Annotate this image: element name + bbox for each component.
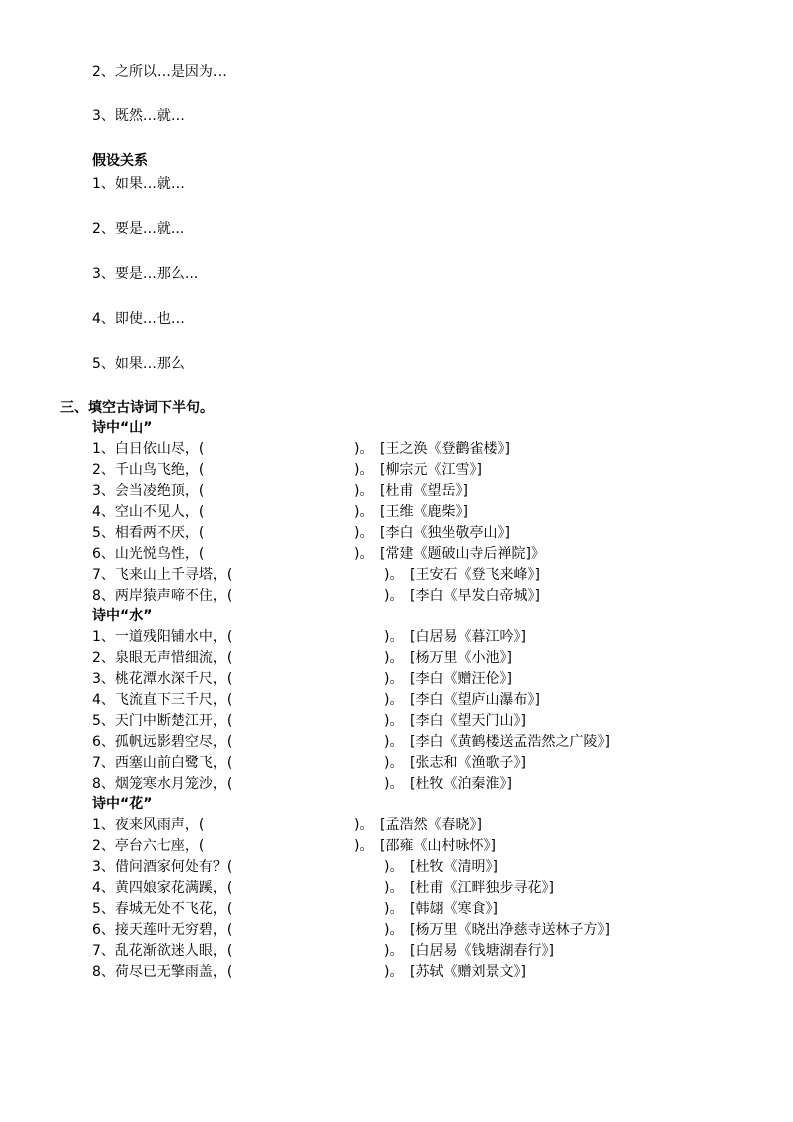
poem-source: [李白《黄鹤楼送孟浩然之广陵》] [410, 734, 610, 750]
blank-close: )。 [354, 441, 374, 457]
group-heading-flower: 诗中“花” [92, 796, 153, 812]
poem-line [92, 857, 752, 878]
section-title: 三、填空古诗词下半句。 [60, 400, 214, 416]
blank-close: )。 [384, 629, 404, 645]
poem-line [92, 523, 752, 544]
poem-first-half: 4、飞流直下三千尺，( [92, 692, 233, 708]
poem-line [92, 690, 752, 711]
group-heading-water: 诗中“水” [92, 608, 153, 624]
blank-close: )。 [384, 901, 404, 917]
poem-line [92, 753, 752, 774]
poem-line [92, 732, 752, 753]
poem-source: [李白《赠汪伦》] [410, 671, 512, 687]
blank-close: )。 [384, 567, 404, 583]
poem-line [92, 460, 752, 481]
blank-close: )。 [384, 588, 404, 604]
poem-first-half: 7、乱花渐欲迷人眼，( [92, 943, 233, 959]
poem-first-half: 6、山光悦鸟性，( [92, 546, 205, 562]
hypothesis-item-3: 3、要是…那么... [92, 266, 199, 282]
poem-first-half: 8、两岸猿声啼不住，( [92, 588, 233, 604]
poem-first-half: 1、一道残阳铺水中，( [92, 629, 233, 645]
poem-first-half: 3、桃花潭水深千尺，( [92, 671, 233, 687]
poem-source: [杨万里《晓出净慈寺送林子方》] [410, 922, 610, 938]
blank-close: )。 [384, 922, 404, 938]
poem-first-half: 5、相看两不厌，( [92, 525, 205, 541]
poem-source: [白居易《钱塘湖春行》] [410, 943, 554, 959]
hypothesis-heading: 假设关系 [92, 153, 148, 169]
poem-source: [苏轼《赠刘景文》] [410, 964, 526, 980]
poem-first-half: 5、天门中断楚江开，( [92, 713, 233, 729]
blank-close: )。 [384, 943, 404, 959]
hypothesis-item-1: 1、如果…就… [92, 176, 185, 192]
hypothesis-item-5: 5、如果…那么 [92, 356, 185, 372]
poem-first-half: 7、西塞山前白鹭飞，( [92, 755, 233, 771]
blank-close: )。 [384, 880, 404, 896]
blank-close: )。 [354, 546, 374, 562]
poem-line [92, 920, 752, 941]
blank-close: )。 [354, 838, 374, 854]
poem-source: [韩翃《寒食》] [410, 901, 498, 917]
blank-close: )。 [384, 755, 404, 771]
poem-source: [柳宗元《江雪》] [380, 462, 482, 478]
poem-source: [孟浩然《春晓》] [380, 817, 482, 833]
poem-first-half: 3、借问酒家何处有？( [92, 859, 233, 875]
blank-close: )。 [354, 525, 374, 541]
blank-close: )。 [384, 964, 404, 980]
poem-source: [杜牧《清明》] [410, 859, 498, 875]
poem-source: [张志和《渔歌子》] [410, 755, 526, 771]
poem-line [92, 941, 752, 962]
poem-source: [白居易《暮江吟》] [410, 629, 526, 645]
poem-first-half: 3、会当凌绝顶，( [92, 483, 205, 499]
blank-close: )。 [354, 462, 374, 478]
poem-first-half: 6、孤帆远影碧空尽，( [92, 734, 233, 750]
poem-line [92, 836, 752, 857]
reason-item-2: 2、之所以…是因为… [92, 64, 227, 80]
blank-close: )。 [384, 713, 404, 729]
poem-line [92, 962, 752, 983]
poem-line [92, 711, 752, 732]
blank-close: )。 [384, 692, 404, 708]
poem-line [92, 502, 752, 523]
poem-source: [王安石《登飞来峰》] [410, 567, 540, 583]
blank-close: )。 [384, 859, 404, 875]
poem-source: [杨万里《小池》] [410, 650, 512, 666]
poem-first-half: 1、夜来风雨声，( [92, 817, 205, 833]
poem-source: [李白《独坐敬亭山》] [380, 525, 510, 541]
hypothesis-item-4: 4、即使…也… [92, 311, 185, 327]
poem-line [92, 878, 752, 899]
poem-first-half: 4、黄四娘家花满蹊，( [92, 880, 233, 896]
blank-close: )。 [354, 504, 374, 520]
poem-first-half: 8、荷尽已无擎雨盖，( [92, 964, 233, 980]
poem-line [92, 481, 752, 502]
poem-line [92, 648, 752, 669]
blank-close: )。 [384, 671, 404, 687]
poem-source: [李白《望庐山瀑布》] [410, 692, 540, 708]
blank-close: )。 [354, 817, 374, 833]
poem-source: [王维《鹿柴》] [380, 504, 468, 520]
poem-source: [杜甫《望岳》] [380, 483, 468, 499]
reason-item-3: 3、既然…就… [92, 108, 185, 124]
poem-first-half: 2、泉眼无声惜细流，( [92, 650, 233, 666]
poem-first-half: 2、千山鸟飞绝，( [92, 462, 205, 478]
poem-line [92, 544, 752, 565]
poem-source: [杜甫《江畔独步寻花》] [410, 880, 554, 896]
blank-close: )。 [384, 776, 404, 792]
poem-source: [常建《题破山寺后禅院]》 [380, 546, 545, 562]
poem-line [92, 669, 752, 690]
blank-close: )。 [384, 734, 404, 750]
poem-source: [杜牧《泊秦淮》] [410, 776, 512, 792]
poem-source: [李白《早发白帝城》] [410, 588, 540, 604]
poem-first-half: 8、烟笼寒水月笼沙，( [92, 776, 233, 792]
blank-close: )。 [384, 650, 404, 666]
hypothesis-item-2: 2、要是…就... [92, 221, 185, 237]
poem-line [92, 774, 752, 795]
blank-close: )。 [354, 483, 374, 499]
poem-first-half: 5、春城无处不飞花，( [92, 901, 233, 917]
poem-line [92, 439, 752, 460]
poem-source: [王之涣《登鹳雀楼》] [380, 441, 510, 457]
poem-first-half: 4、空山不见人，( [92, 504, 205, 520]
poem-first-half: 1、白日依山尽，( [92, 441, 205, 457]
poem-line [92, 899, 752, 920]
poem-line [92, 586, 752, 607]
group-heading-mountain: 诗中“山” [92, 420, 153, 436]
poem-source: [李白《望天门山》] [410, 713, 526, 729]
poem-first-half: 6、接天莲叶无穷碧，( [92, 922, 233, 938]
poem-first-half: 2、亭台六七座，( [92, 838, 205, 854]
poem-line [92, 565, 752, 586]
poem-line [92, 815, 752, 836]
poem-line [92, 627, 752, 648]
poem-first-half: 7、飞来山上千寻塔，( [92, 567, 233, 583]
poem-source: [邵雍《山村咏怀》] [380, 838, 496, 854]
